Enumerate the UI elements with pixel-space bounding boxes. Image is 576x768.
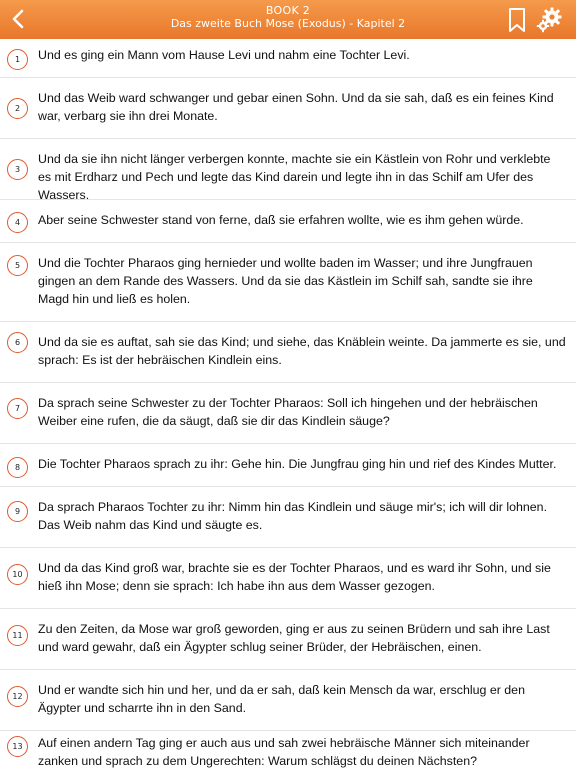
back-button[interactable] bbox=[4, 3, 32, 35]
verse-row[interactable] bbox=[0, 39, 576, 78]
verse-text: Da sprach Pharaos Tochter zu ihr: Nimm hin das Kindlein und säuge mir's; ich will dir lohnen. Das Weib nahm das Kind und säugte es. bbox=[38, 500, 548, 532]
verse-number-badge: 2 bbox=[7, 98, 28, 119]
verse-text: Da sprach seine Schwester zu der Tochter Pharaos: Soll ich hingehen und der hebräischen Weiber eine rufen, die da säugt, daß sie dir das Kindlein säuge? bbox=[38, 396, 538, 428]
verse-number-badge: 8 bbox=[7, 457, 28, 478]
bookmark-icon bbox=[508, 7, 526, 33]
verse-number-badge: 1 bbox=[7, 49, 28, 70]
verse-list[interactable] bbox=[0, 39, 576, 768]
top-bar bbox=[0, 0, 576, 39]
verse-text: Und das Weib ward schwanger und gebar einen Sohn. Und da sie sah, daß es ein feines Kind war, verbarg sie ihn drei Monate. bbox=[38, 91, 554, 123]
verse-row[interactable] bbox=[0, 731, 576, 768]
verse-number-badge: 12 bbox=[7, 686, 28, 707]
verse-row[interactable] bbox=[0, 670, 576, 731]
verse-number-badge: 11 bbox=[7, 625, 28, 646]
book-label: BOOK 2 bbox=[265, 4, 311, 17]
verse-row[interactable] bbox=[0, 139, 576, 200]
verse-text: Und es ging ein Mann vom Hause Levi und nahm eine Tochter Levi. bbox=[38, 48, 410, 62]
verse-row[interactable] bbox=[0, 444, 576, 487]
verse-number-badge: 4 bbox=[7, 212, 28, 233]
verse-text: Und die Tochter Pharaos ging hernieder und wollte baden im Wasser; und ihre Jungfrauen gingen an dem Rande des Wassers. Und da sie das Kästlein im Schilf sah, sandte sie ihre Magd hin und ließ es holen. bbox=[38, 256, 533, 306]
verse-number-badge: 13 bbox=[7, 736, 28, 757]
gear-icon bbox=[535, 6, 563, 34]
verse-text: Und da das Kind groß war, brachte sie es der Tochter Pharaos, und es ward ihr Sohn, und sie hieß ihn Mose; denn sie sprach: Ich habe ihn aus dem Wasser gezogen. bbox=[38, 561, 551, 593]
header-titles bbox=[120, 4, 456, 30]
verse-number-badge: 10 bbox=[7, 564, 28, 585]
verse-row[interactable] bbox=[0, 243, 576, 322]
verse-number-badge: 9 bbox=[7, 501, 28, 522]
verse-text: Die Tochter Pharaos sprach zu ihr: Gehe hin. Die Jungfrau ging hin und rief des Kindes Mutter. bbox=[38, 457, 557, 471]
verse-row[interactable] bbox=[0, 487, 576, 548]
verse-row[interactable] bbox=[0, 548, 576, 609]
verse-text: Und er wandte sich hin und her, und da er sah, daß kein Mensch da war, erschlug er den Ägypter und scharrte ihn in den Sand. bbox=[38, 683, 525, 715]
verse-row[interactable] bbox=[0, 200, 576, 243]
verse-number-badge: 3 bbox=[7, 159, 28, 180]
verse-number-badge: 7 bbox=[7, 398, 28, 419]
bookmark-button[interactable] bbox=[505, 6, 529, 34]
verse-row[interactable] bbox=[0, 609, 576, 670]
verse-text: Zu den Zeiten, da Mose war groß geworden, ging er aus zu seinen Brüdern und sah ihre Last und ward gewahr, daß ein Ägypter schlug seiner Brüder, der Hebräischen, einen. bbox=[38, 622, 550, 654]
settings-button[interactable] bbox=[534, 5, 564, 35]
verse-number-badge: 5 bbox=[7, 255, 28, 276]
chapter-title: Das zweite Buch Mose (Exodus) - Kapitel 2 bbox=[170, 17, 406, 30]
verse-row[interactable] bbox=[0, 383, 576, 444]
chevron-left-icon bbox=[11, 9, 25, 29]
verse-text: Und da sie es auftat, sah sie das Kind; und siehe, das Knäblein weinte. Da jammerte es sie, und sprach: Es ist der hebräischen Kindlein eins. bbox=[38, 335, 566, 367]
verse-row[interactable] bbox=[0, 322, 576, 383]
verse-text: Aber seine Schwester stand von ferne, daß sie erfahren wollte, wie es ihm gehen würde. bbox=[38, 213, 524, 227]
verse-row[interactable] bbox=[0, 78, 576, 139]
verse-text: Auf einen andern Tag ging er auch aus und sah zwei hebräische Männer sich miteinander zanken und sprach zu dem Ungerechten: Warum schlägst du deinen Nächsten? bbox=[38, 736, 530, 768]
verse-number-badge: 6 bbox=[7, 332, 28, 353]
verse-text: Und da sie ihn nicht länger verbergen konnte, machte sie ein Kästlein von Rohr und verklebte es mit Erdharz und Pech und legte das Kind darein und legte ihn in das Schilf am Ufer des Wassers. bbox=[38, 152, 551, 202]
